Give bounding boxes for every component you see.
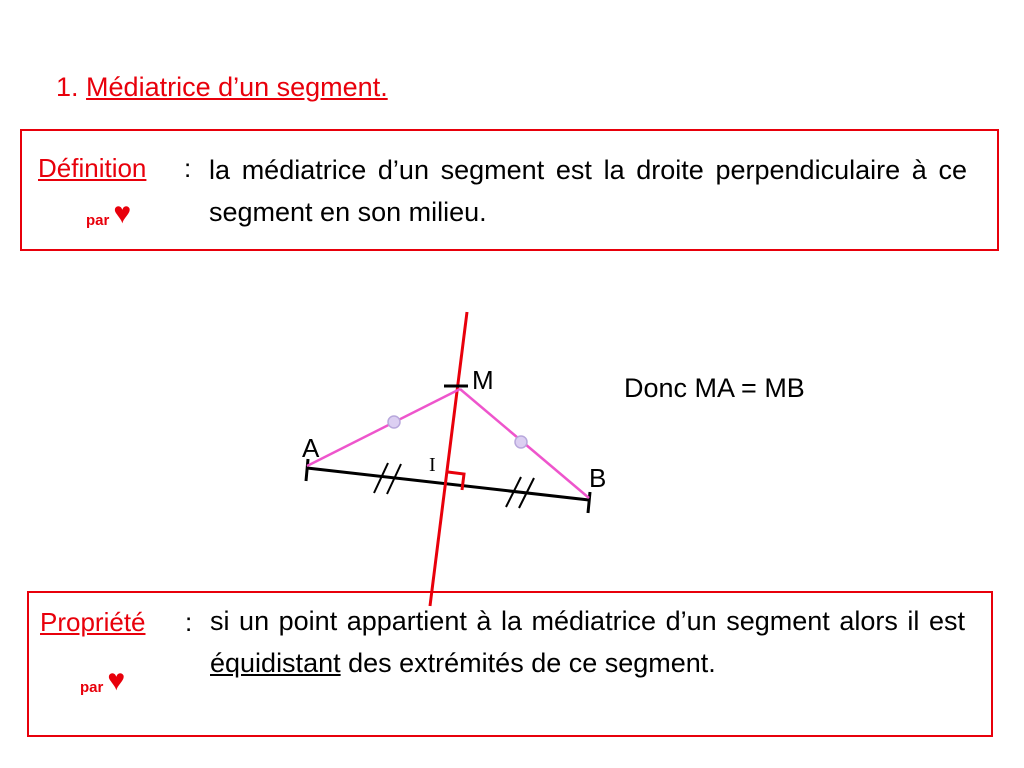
conclusion-text: Donc MA = MB xyxy=(624,373,805,403)
section-title-text: Médiatrice d’un segment. xyxy=(86,72,388,102)
heart-icon: ♥ xyxy=(113,197,132,230)
right-angle-marker xyxy=(448,472,464,490)
definition-par-text: par xyxy=(86,212,110,229)
property-text-after: des extrémités de ce segment. xyxy=(348,648,716,678)
property-label: Propriété xyxy=(40,607,146,637)
section-number: 1. xyxy=(56,72,79,102)
property-text xyxy=(210,600,965,684)
label-a: A xyxy=(302,433,320,463)
definition-colon: : xyxy=(184,153,192,183)
property-par-text: par xyxy=(80,679,104,696)
label-b: B xyxy=(589,463,607,493)
property-underlined-word: équidistant xyxy=(210,648,341,678)
label-i: I xyxy=(429,454,436,476)
definition-text: la médiatrice d’un segment est la droite perpendiculaire à ce segment en son milieu. xyxy=(209,155,967,227)
segment-ma xyxy=(307,389,460,466)
midpoint-marker-ma xyxy=(388,416,400,428)
label-m: M xyxy=(472,365,494,395)
property-text-before: si un point appartient à la médiatrice d’un segment alors il est xyxy=(210,606,965,636)
definition-label: Définition xyxy=(38,153,147,183)
midpoint-marker-mb xyxy=(515,436,527,448)
property-colon: : xyxy=(185,607,193,637)
heart-icon: ♥ xyxy=(107,664,126,697)
property-par-badge xyxy=(80,666,125,696)
tick-b xyxy=(588,492,590,513)
